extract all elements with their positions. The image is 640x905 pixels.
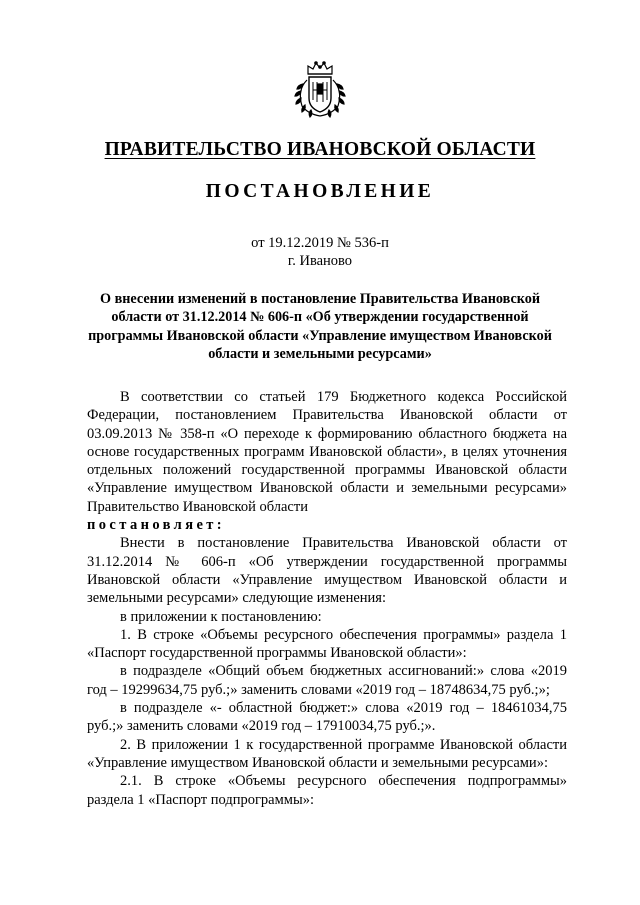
document-subject: О внесении изменений в постановление Правительства Ивановской области от 31.12.2014 № 606-п «Об утверждении государственной программы Ивановской области «Управление имуществом Ивановской области и земельными ресурсами» <box>88 291 552 362</box>
decree-word: постановляет: <box>87 517 226 534</box>
body-paragraph: в подразделе «- областной бюджет:» слова «2019 год – 18461034,75 руб.;» заменить словами «2019 год – 17910034,75 руб.;». <box>87 700 567 735</box>
government-title: ПРАВИТЕЛЬСТВО ИВАНОВСКОЙ ОБЛАСТИ <box>104 139 536 160</box>
body-paragraph: 2.1. В строке «Объемы ресурсного обеспечения подпрограммы» раздела 1 «Паспорт подпрограммы»: <box>87 773 567 808</box>
body-paragraph: в приложении к постановлению: <box>120 608 322 625</box>
coat-of-arms-icon <box>292 60 348 118</box>
preamble-paragraph: В соответствии со статьей 179 Бюджетного кодекса Российской Федерации, постановлением Правительства Ивановской области от 03.09.2013 № 358-п «О переходе к формированию областного бюджета на основе государственных программ Ивановской области», в целях уточнения отдельных положений государственной программы Ивановской области «Управление имуществом Ивановской области и земельными ресурсами» Правительство Ивановской области <box>87 389 567 515</box>
document-type: ПОСТАНОВЛЕНИЕ <box>205 181 435 202</box>
document-body <box>87 388 567 809</box>
body-paragraph: Внести в постановление Правительства Ивановской области от 31.12.2014 № 606-п «Об утверждении государственной программы Ивановской области «Управление имуществом Ивановской области и земельными ресурсами» следующие изменения: <box>87 535 567 607</box>
body-paragraph: в подразделе «Общий объем бюджетных ассигнований:» слова «2019 год – 19299634,75 руб.;» заменить словами «2019 год – 18748634,75 руб.;»; <box>87 663 567 698</box>
document-date-number: от 19.12.2019 № 536-п <box>251 235 389 251</box>
body-paragraph: 1. В строке «Объемы ресурсного обеспечения программы» раздела 1 «Паспорт государственной программы Ивановской области»: <box>87 626 567 662</box>
document-city: г. Иваново <box>287 253 353 269</box>
body-paragraph: 2. В приложении 1 к государственной программе Ивановской области «Управление имуществом Ивановской области и земельными ресурсами»: <box>87 736 567 771</box>
